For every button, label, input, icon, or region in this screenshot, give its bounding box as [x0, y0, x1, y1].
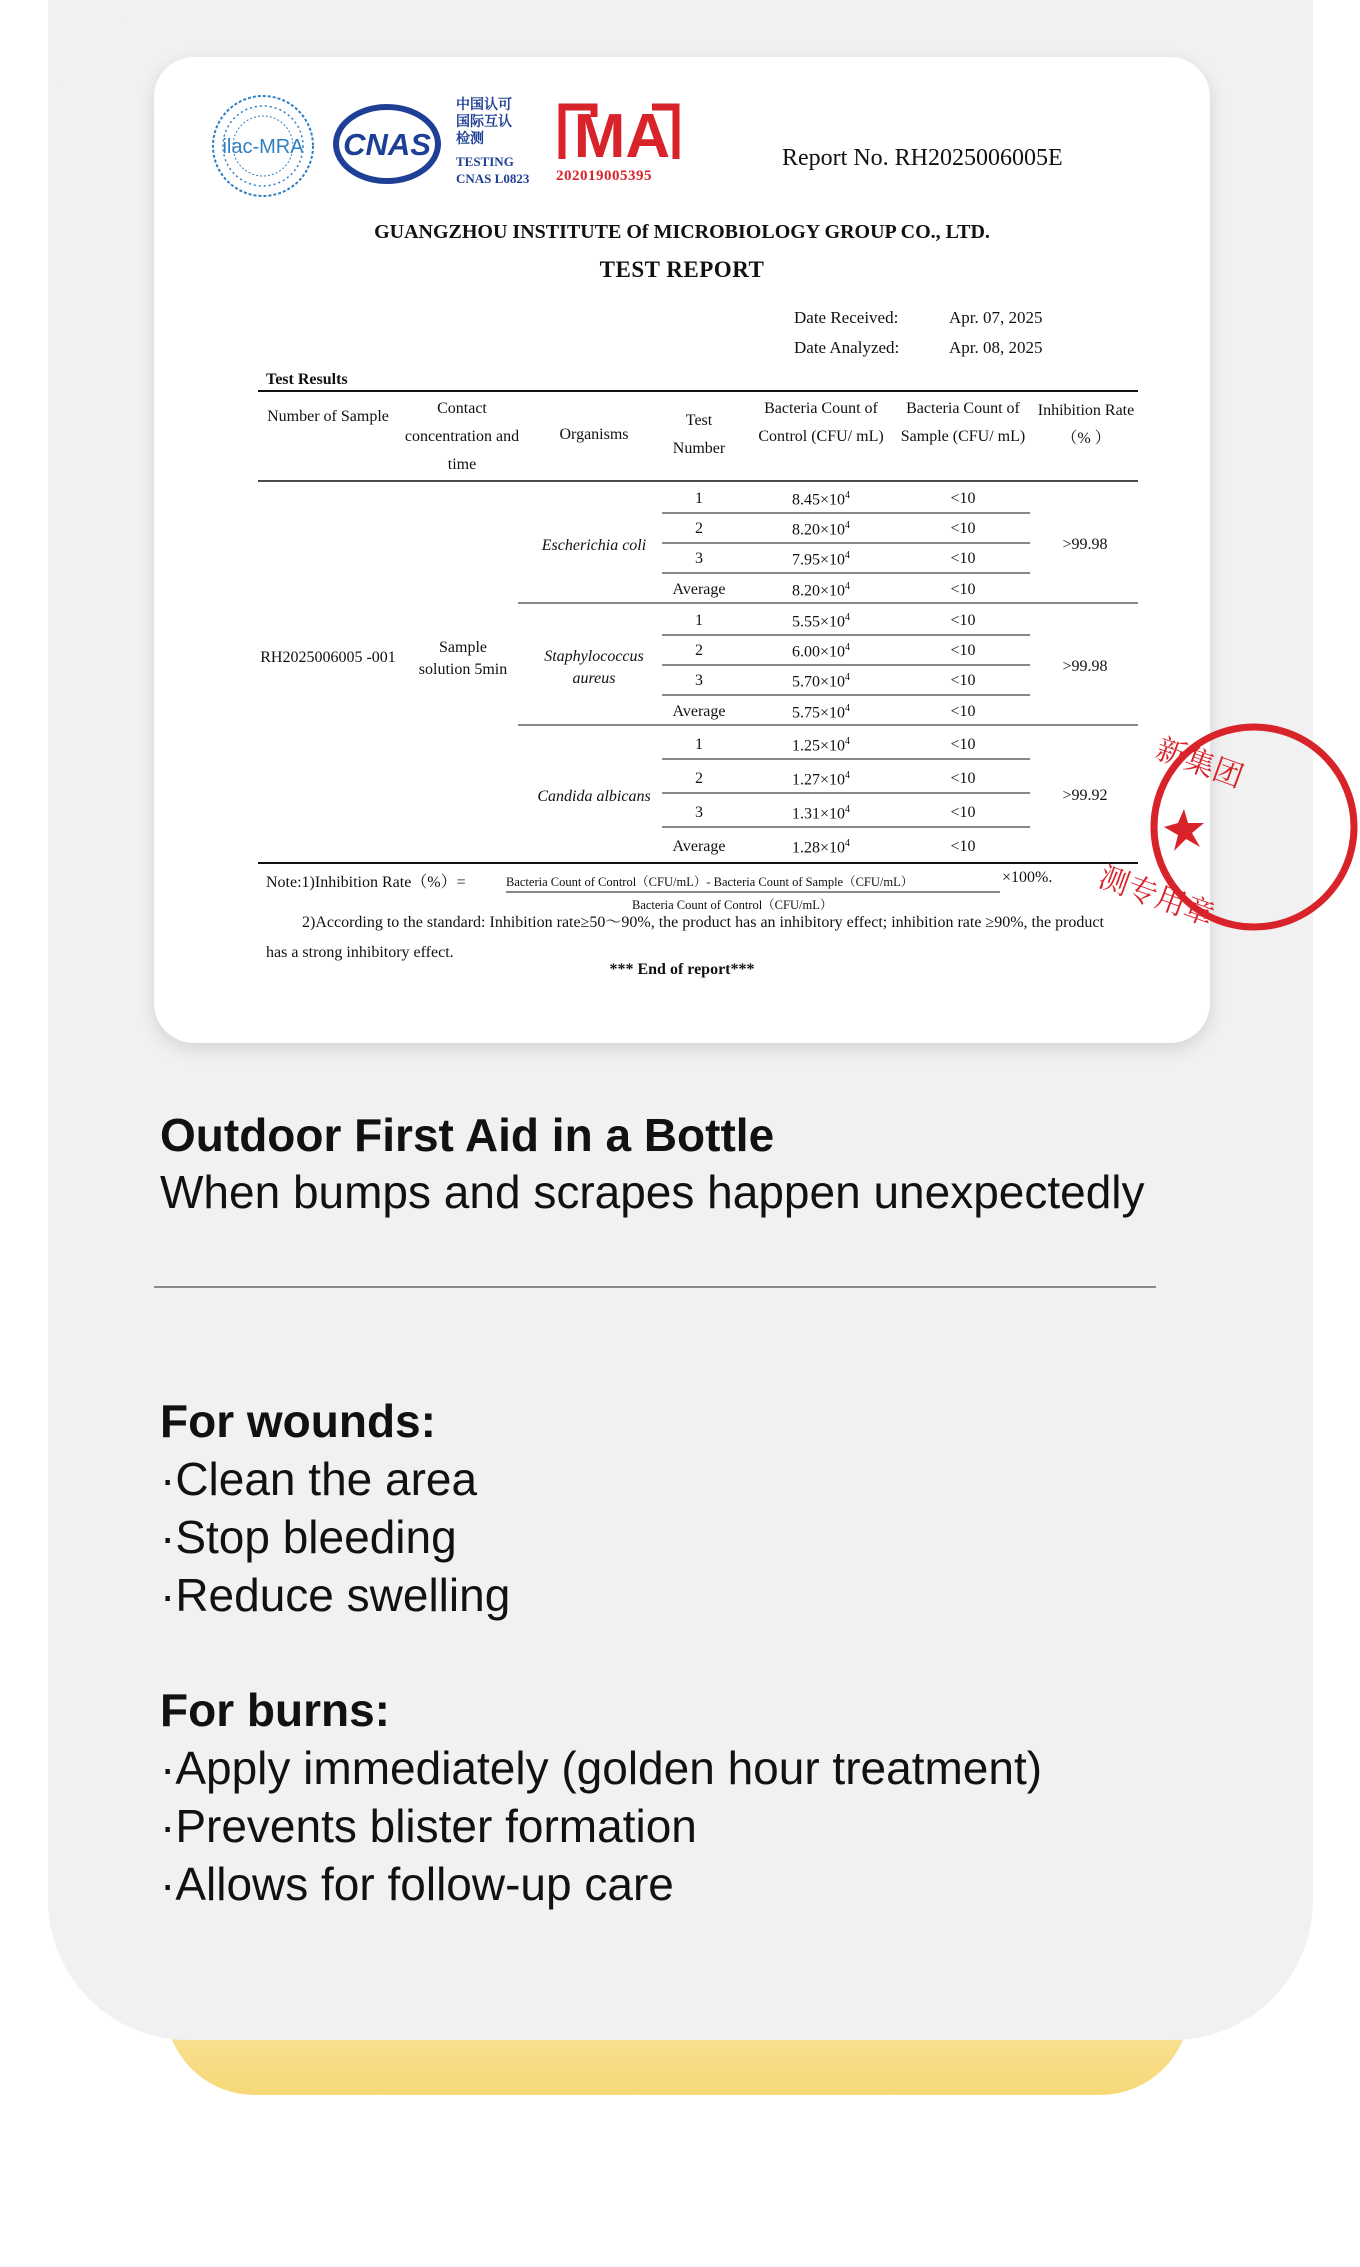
control-count-cell — [754, 736, 888, 755]
control-count-cell — [754, 550, 888, 569]
inhibition-rate: >99.98 — [1062, 535, 1108, 553]
control-count-exponent: 4 — [845, 770, 851, 781]
test-results-label: Test Results — [266, 371, 348, 388]
contact-value: Sample solution 5min — [418, 639, 508, 678]
cnas-english-text: TESTING CNAS L0823 — [456, 154, 530, 186]
test-number-cell: 3 — [695, 550, 703, 567]
header-inhibition-rate: Inhibition Rate（% ） — [1037, 402, 1135, 447]
sample-count-cell: <10 — [950, 580, 976, 598]
sample-id: RH2025006005 -001 — [260, 649, 396, 666]
test-number-cell: 1 — [695, 612, 703, 629]
sample-count-cell: <10 — [950, 736, 976, 753]
control-count-cell — [754, 804, 888, 823]
control-count-exponent: 4 — [845, 642, 851, 653]
control-count-value: 1.28×10 — [791, 839, 846, 857]
sample-count-cell: <10 — [950, 672, 976, 689]
report-number: Report No. RH2025006005E — [782, 145, 1063, 171]
note-formula-numerator: Bacteria Count of Control（CFU/mL）- Bacteria Count of Sample（CFU/mL） — [506, 875, 914, 889]
test-number-cell: Average — [672, 838, 726, 855]
header-sample: Number of Sample — [267, 408, 389, 425]
burns-item: ·Apply immediately (golden hour treatment) — [160, 1742, 1043, 1794]
control-count-cell — [754, 703, 888, 722]
svg-text:CNAS: CNAS — [343, 127, 431, 162]
control-count-exponent: 4 — [845, 672, 851, 683]
sample-count-cell: <10 — [950, 520, 976, 537]
note-standard: 2)According to the standard: Inhibition rate≥50～90%, the product has an inhibitory effect; inhibition rate ≥90%, the product has a strong inhibitory effect. — [266, 914, 1104, 961]
organism-name: Candida albicans — [537, 788, 651, 805]
svg-text:新集团测专用章: 新集团测专用章 — [1093, 731, 1248, 934]
sample-count-cell: <10 — [950, 642, 976, 659]
burns-item: ·Prevents blister formation — [160, 1800, 697, 1852]
date-received-label: Date Received: — [794, 308, 899, 327]
header-contact: Contact concentration and time — [404, 400, 520, 473]
test-number-cell: 1 — [695, 490, 703, 507]
control-count-exponent: 4 — [845, 838, 851, 849]
control-count-exponent: 4 — [845, 550, 851, 561]
burns-item: ·Allows for follow-up care — [160, 1858, 674, 1910]
test-number-cell: Average — [672, 702, 726, 720]
header-sample-count: Bacteria Count of Sample (CFU/ mL) — [900, 400, 1026, 445]
control-count-value: 5.55×10 — [791, 613, 846, 631]
control-count-cell — [754, 642, 888, 661]
control-count-value: 8.20×10 — [791, 521, 846, 539]
test-number-cell: 2 — [695, 770, 703, 787]
divider — [154, 1286, 1156, 1288]
control-count-cell — [754, 672, 888, 691]
svg-text:ilac-MRA: ilac-MRA — [222, 136, 304, 158]
date-received-value: Apr. 07, 2025 — [949, 308, 1043, 327]
note-formula-denominator: Bacteria Count of Control（CFU/mL） — [632, 898, 833, 912]
end-of-report: *** End of report*** — [609, 961, 755, 978]
wounds-item: ·Stop bleeding — [160, 1511, 457, 1563]
control-count-value: 1.27×10 — [791, 771, 846, 789]
inhibition-rate: >99.92 — [1062, 787, 1108, 804]
test-number-cell: 3 — [695, 804, 703, 821]
control-count-value: 6.00×10 — [791, 643, 846, 661]
cnas-chinese-text: 中国认可 国际互认 检测 — [456, 97, 512, 147]
control-count-exponent: 4 — [845, 490, 851, 501]
inhibition-rate: >99.98 — [1062, 657, 1108, 675]
test-number-cell: Average — [672, 580, 726, 598]
control-count-exponent: 4 — [845, 804, 851, 815]
date-analyzed-label: Date Analyzed: — [794, 338, 900, 357]
header-test-number: Test Number — [672, 412, 726, 457]
control-count-cell — [754, 490, 888, 509]
header-organisms: Organisms — [559, 426, 629, 443]
control-count-cell — [754, 520, 888, 539]
control-count-value: 5.70×10 — [791, 673, 846, 691]
sample-count-cell: <10 — [950, 550, 976, 567]
wounds-title: For wounds: — [160, 1395, 436, 1447]
test-number-cell: 2 — [695, 642, 703, 659]
control-count-value: 7.95×10 — [791, 551, 846, 569]
control-count-value: 8.45×10 — [791, 491, 846, 509]
institute-name: GUANGZHOU INSTITUTE Of MICROBIOLOGY GROUP CO., LTD. — [374, 221, 990, 243]
control-count-exponent: 4 — [845, 736, 851, 747]
wounds-item: ·Reduce swelling — [160, 1569, 511, 1621]
test-number-cell: 2 — [695, 520, 703, 537]
report-title: TEST REPORT — [599, 257, 765, 282]
sample-count-cell: <10 — [950, 702, 976, 720]
organism-name: Escherichia coli — [541, 536, 647, 554]
test-report-image — [154, 57, 1248, 1043]
control-count-cell — [754, 838, 888, 857]
ma-certificate-number: 202019005395 — [556, 168, 652, 184]
organism-name: Staphylococcus aureus — [544, 647, 644, 687]
note-formula-suffix: ×100%. — [1002, 869, 1053, 886]
test-number-cell: 3 — [695, 672, 703, 689]
burns-title: For burns: — [160, 1684, 390, 1736]
sample-count-cell: <10 — [950, 612, 976, 629]
note-formula-prefix: Note:1)Inhibition Rate（%）= — [266, 874, 466, 891]
control-count-cell — [754, 612, 888, 631]
sample-count-cell: <10 — [950, 838, 976, 855]
control-count-exponent: 4 — [845, 580, 851, 592]
header-control-count: Bacteria Count of Control (CFU/ mL) — [758, 400, 884, 445]
sample-count-cell: <10 — [950, 490, 976, 507]
control-count-cell — [754, 770, 888, 789]
control-count-value: 1.31×10 — [791, 805, 846, 823]
svg-text:MA: MA — [573, 102, 671, 171]
date-analyzed-value: Apr. 08, 2025 — [949, 338, 1043, 357]
control-count-value: 1.25×10 — [791, 737, 846, 755]
control-count-cell — [754, 581, 888, 600]
sample-count-cell: <10 — [950, 770, 976, 787]
headline: Outdoor First Aid in a Bottle — [160, 1109, 775, 1161]
sample-count-cell: <10 — [950, 804, 976, 821]
wounds-item: ·Clean the area — [160, 1453, 478, 1505]
subline: When bumps and scrapes happen unexpectedly — [160, 1166, 1145, 1218]
control-count-value: 8.20×10 — [791, 581, 846, 599]
official-stamp — [1093, 717, 1304, 937]
control-count-value: 5.75×10 — [791, 703, 846, 721]
control-count-exponent: 4 — [845, 612, 851, 623]
test-number-cell: 1 — [695, 736, 703, 753]
control-count-exponent: 4 — [845, 520, 851, 531]
control-count-exponent: 4 — [845, 702, 851, 714]
